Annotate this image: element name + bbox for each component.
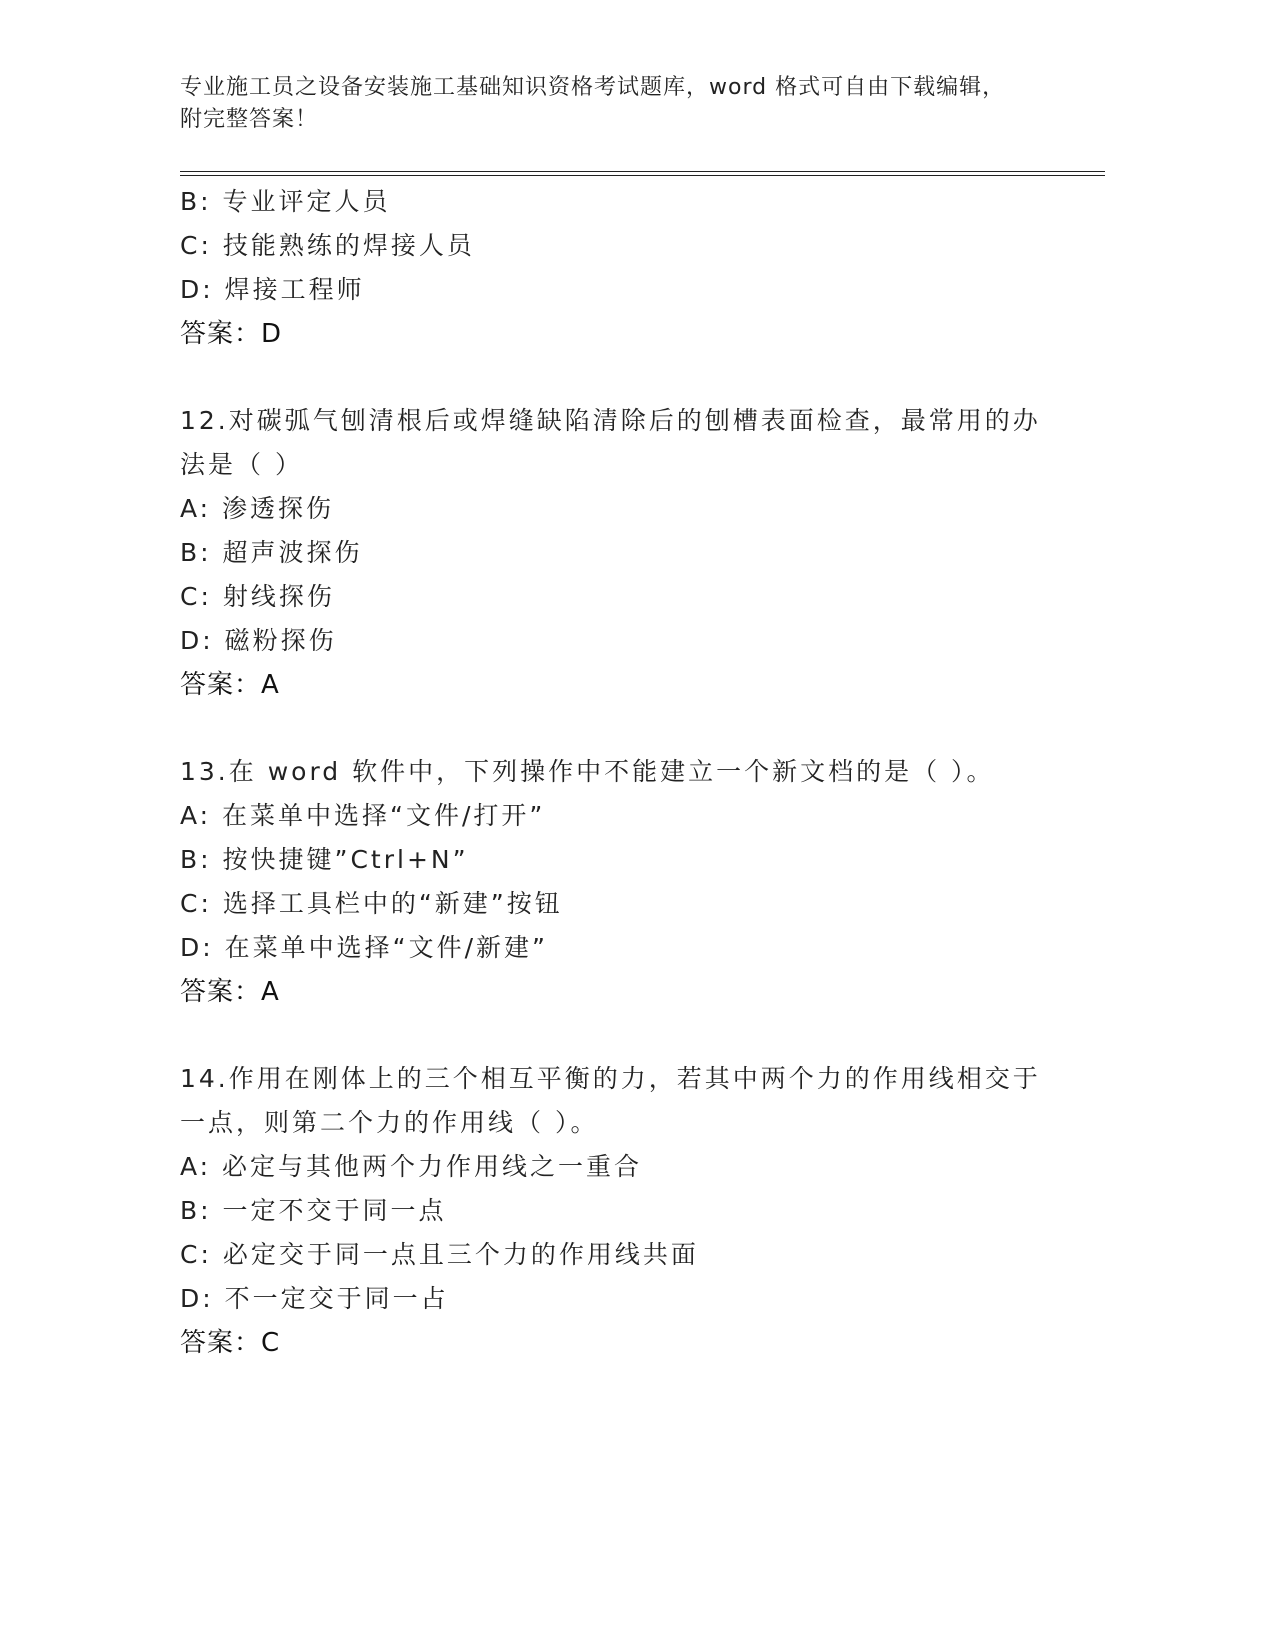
q14-option-c: C: 必定交于同一点且三个力的作用线共面 xyxy=(180,1240,699,1269)
spacer xyxy=(180,1014,1060,1057)
header-divider-top xyxy=(180,171,1105,172)
q14-stem-line-2: 一点，则第二个力的作用线（ ）。 xyxy=(180,1108,599,1137)
q11-option-d: D: 焊接工程师 xyxy=(180,275,365,304)
q12-stem-line-2: 法是（ ） xyxy=(180,450,303,479)
q12-answer: 答案：A xyxy=(180,670,280,700)
q14-option-b: B: 一定不交于同一点 xyxy=(180,1196,447,1225)
q12-option-a: A: 渗透探伤 xyxy=(180,494,335,523)
question-14 xyxy=(180,1057,1060,1365)
q14-stem-line-1: 14.作用在刚体上的三个相互平衡的力，若其中两个力的作用线相交于 xyxy=(180,1064,1041,1093)
spacer xyxy=(180,356,1060,399)
q13-answer: 答案：A xyxy=(180,977,280,1007)
header-line-1: 专业施工员之设备安装施工基础知识资格考试题库，word 格式可自由下载编辑， xyxy=(180,75,1006,100)
q14-option-a: A: 必定与其他两个力作用线之一重合 xyxy=(180,1152,643,1181)
q13-option-d: D: 在菜单中选择“文件/新建” xyxy=(180,933,548,962)
q12-stem-line-1: 12.对碳弧气刨清根后或焊缝缺陷清除后的刨槽表面检查，最常用的办 xyxy=(180,406,1041,435)
q12-option-b: B: 超声波探伤 xyxy=(180,538,363,567)
q11-option-c: C: 技能熟练的焊接人员 xyxy=(180,231,475,260)
q13-option-c: C: 选择工具栏中的“新建”按钮 xyxy=(180,889,563,918)
q12-option-c: C: 射线探伤 xyxy=(180,582,335,611)
question-11 xyxy=(180,180,1060,356)
q11-answer: 答案：D xyxy=(180,319,283,349)
page-header xyxy=(180,72,1060,136)
q13-option-b: B: 按快捷键”Ctrl+N” xyxy=(180,845,469,874)
question-list xyxy=(180,180,1060,1365)
q13-stem-line-1: 13.在 word 软件中，下列操作中不能建立一个新文档的是（ ）。 xyxy=(180,757,995,786)
spacer xyxy=(180,707,1060,750)
q13-option-a: A: 在菜单中选择“文件/打开” xyxy=(180,801,546,830)
q12-option-d: D: 磁粉探伤 xyxy=(180,626,337,655)
question-12 xyxy=(180,399,1060,707)
q14-option-d: D: 不一定交于同一占 xyxy=(180,1284,449,1313)
question-13 xyxy=(180,750,1060,1014)
header-divider-bottom xyxy=(180,175,1105,176)
q11-option-b: B: 专业评定人员 xyxy=(180,187,391,216)
q14-answer: 答案：C xyxy=(180,1328,281,1358)
header-line-2: 附完整答案！ xyxy=(180,107,319,132)
